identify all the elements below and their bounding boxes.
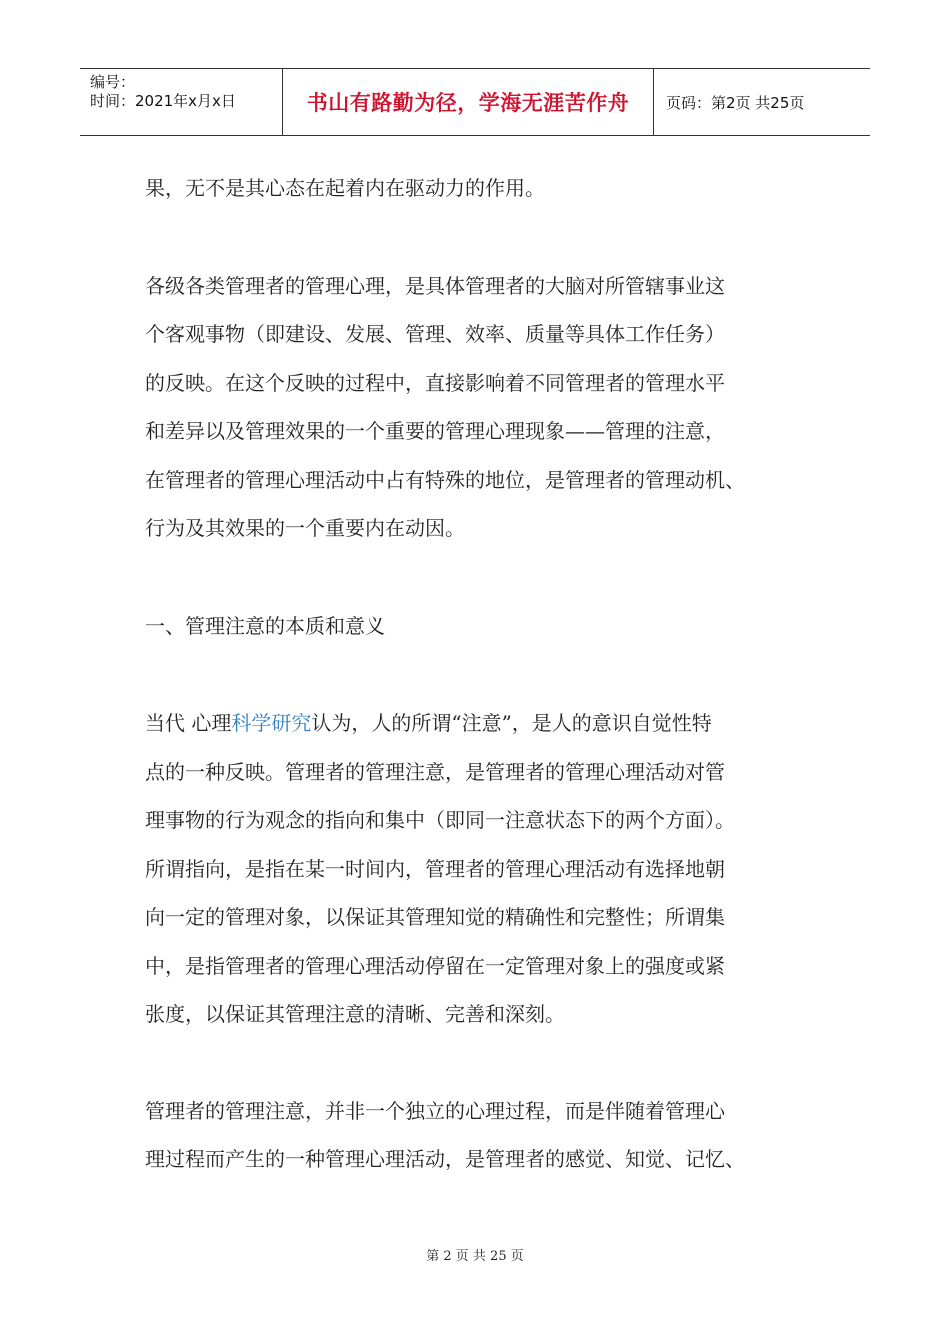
text-line: 中，是指管理者的管理心理活动停留在一定管理对象上的强度或紧 [145, 953, 725, 978]
text-line: 所谓指向，是指在某一时间内，管理者的管理心理活动有选择地朝 [145, 856, 725, 881]
text-line: 点的一种反映。管理者的管理注意，是管理者的管理心理活动对管 [145, 759, 725, 784]
header-meta [80, 69, 282, 135]
paragraph-3 [145, 699, 835, 1039]
time-label: 时间：2021年x月x日 [90, 92, 236, 110]
footer-page-number: 第 2 页 共 25 页 [426, 1249, 524, 1264]
text-line: 张度，以保证其管理注意的清晰、完善和深刻。 [145, 1002, 565, 1026]
text-line: 管理者的管理注意，并非一个独立的心理过程，而是伴随着管理心 [145, 1098, 725, 1123]
text-line: 个客观事物（即建设、发展、管理、效率、质量等具体工作任务） [145, 322, 725, 346]
header-page-info [654, 69, 870, 135]
page-header [80, 68, 870, 136]
text-line: 果，无不是其心态在起着内在驱动力的作用。 [145, 176, 545, 200]
paragraph-gap [145, 1039, 835, 1087]
motto-text: 书山有路勤为径，学海无涯苦作舟 [306, 91, 630, 115]
text-line: 的反映。在这个反映的过程中，直接影响着不同管理者的管理水平 [145, 370, 725, 395]
paragraph-gap [145, 213, 835, 262]
text-line: 理事物的行为观念的指向和集中（即同一注意状态下的两个方面）。 [145, 808, 735, 832]
text-line: 向一定的管理对象，以保证其管理知觉的精确性和完整性；所谓集 [145, 905, 725, 929]
paragraph-gap [145, 650, 835, 699]
science-research-link[interactable]: 科学研究 [231, 711, 312, 735]
page-info-text: 页码：第2页 共25页 [666, 93, 805, 112]
text-line: 各级各类管理者的管理心理，是具体管理者的大脑对所管辖事业这 [145, 273, 725, 298]
section-heading-text: 一、管理注意的本质和意义 [145, 613, 385, 638]
paragraph-4 [145, 1087, 835, 1184]
page-footer [0, 1245, 950, 1264]
text-line: 和差异以及管理效果的一个重要的管理心理现象——管理的注意， [145, 419, 725, 443]
text-line: 理过程而产生的一种管理心理活动，是管理者的感觉、知觉、记忆、 [145, 1147, 745, 1171]
text-line: 行为及其效果的一个重要内在动因。 [145, 516, 465, 540]
paragraph-2 [145, 262, 835, 553]
text-segment: 当代 心理 [145, 711, 232, 735]
paragraph-1 [145, 164, 835, 213]
number-label: 编号： [90, 73, 136, 91]
text-line: 在管理者的管理心理活动中占有特殊的地位，是管理者的管理动机、 [145, 467, 745, 492]
header-motto-cell [282, 69, 654, 135]
text-line [145, 699, 835, 748]
text-segment: 认为，人的所谓“注意”，是人的意识自觉性特 [311, 711, 712, 735]
paragraph-gap [145, 553, 835, 602]
document-body [145, 164, 835, 1184]
section-heading [145, 602, 835, 651]
